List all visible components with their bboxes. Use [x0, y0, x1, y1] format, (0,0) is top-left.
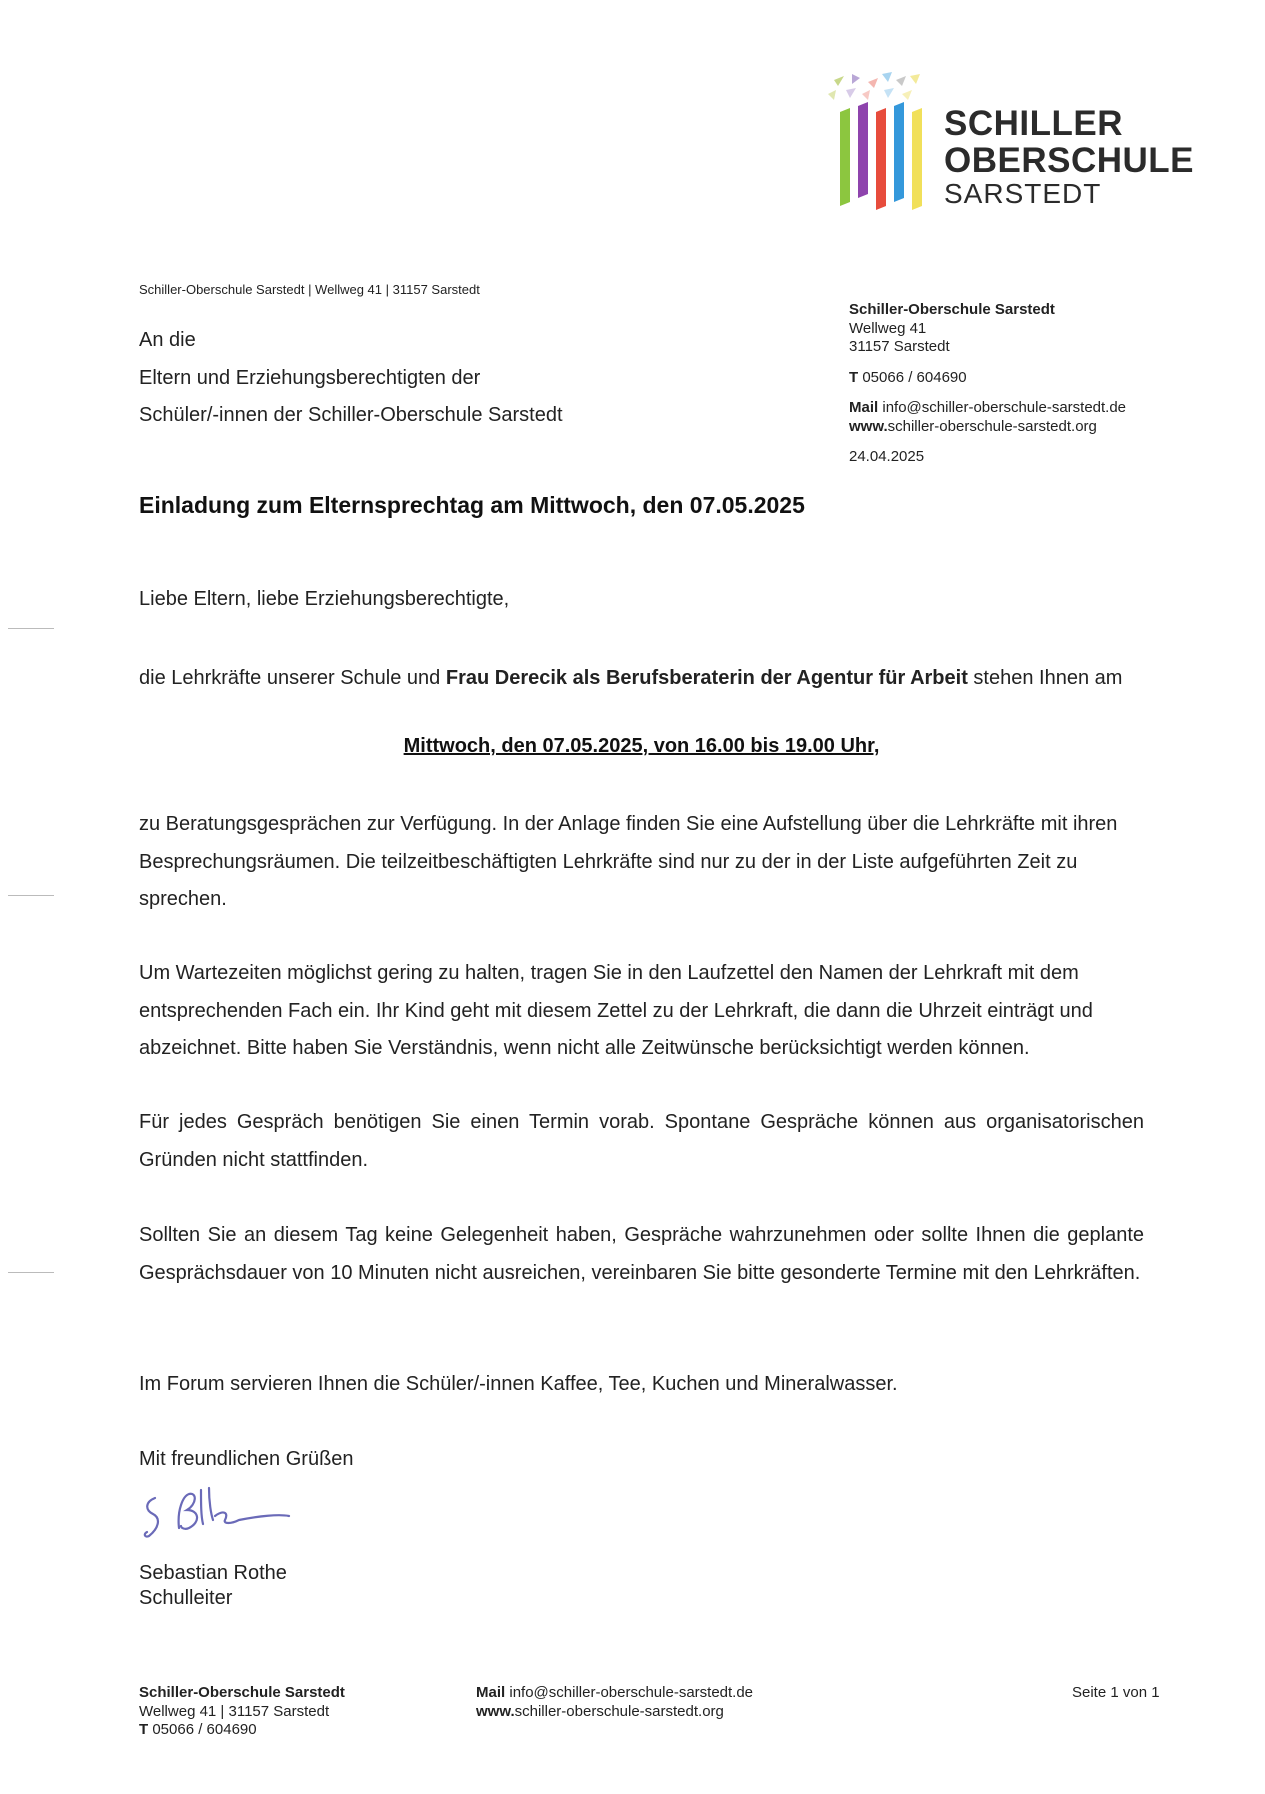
sender-city: 31157 Sarstedt: [849, 338, 950, 355]
footer-mail[interactable]: info@schiller-oberschule-sarstedt.de: [509, 1684, 754, 1701]
sender-mail-label: Mail: [849, 399, 879, 416]
paragraph-1-after: stehen Ihnen am: [967, 667, 1123, 689]
sender-name: Schiller-Oberschule Sarstedt: [849, 301, 1055, 318]
sender-street: Wellweg 41: [849, 319, 927, 337]
logo-mark-icon: [822, 72, 942, 222]
footer-address: [139, 1684, 345, 1740]
sender-web[interactable]: schiller-oberschule-sarstedt.org: [887, 417, 1097, 435]
salutation: Liebe Eltern, liebe Erziehungsberechtigte,: [139, 588, 510, 610]
sender-mail[interactable]: info@schiller-oberschule-sarstedt.de: [882, 399, 1127, 416]
paragraph-4: Für jedes Gespräch benötigen Sie einen Termin vorab. Spontane Gespräche können aus organisatorischen Gründen nicht stattfinden.: [139, 1111, 1144, 1171]
letter-subject: Einladung zum Elternsprechtag am Mittwoch, den 07.05.2025: [139, 492, 805, 518]
fold-mark: [8, 628, 54, 629]
signature: [139, 1480, 299, 1555]
sender-phone: 05066 / 604690: [862, 368, 967, 386]
paragraph-1: [139, 660, 1144, 698]
letter-date: 24.04.2025: [849, 448, 925, 465]
recipient-line-3: Schüler/-innen der Schiller-Oberschule Sarstedt: [139, 404, 563, 426]
fold-mark: [8, 895, 54, 896]
signature-icon: [139, 1480, 299, 1550]
recipient-line-2: Eltern und Erziehungsberechtigten der: [139, 366, 481, 389]
signer-title: Schulleiter: [139, 1587, 233, 1609]
school-logo: [822, 72, 1195, 222]
logo-line-oberschule: OBERSCHULE: [944, 141, 1195, 180]
footer-phone-label: T: [139, 1721, 149, 1738]
logo-line-sarstedt: SARSTEDT: [944, 178, 1102, 209]
fold-mark: [8, 1272, 54, 1273]
logo-line-schiller: SCHILLER: [944, 104, 1123, 143]
sender-web-label: www.: [849, 417, 888, 435]
event-date-line: Mittwoch, den 07.05.2025, von 16.00 bis 19.00 Uhr,: [403, 735, 880, 757]
return-address: Schiller-Oberschule Sarstedt | Wellweg 41 | 31157 Sarstedt: [139, 282, 480, 297]
sender-block: [849, 301, 1126, 467]
footer-web[interactable]: schiller-oberschule-sarstedt.org: [514, 1702, 724, 1720]
logo-text: [944, 106, 1194, 208]
paragraph-6: Im Forum servieren Ihnen die Schüler/-innen Kaffee, Tee, Kuchen und Mineralwasser.: [139, 1373, 898, 1395]
footer-contact: [476, 1684, 753, 1721]
page-number: Seite 1 von 1: [1072, 1684, 1160, 1701]
signer-block: [139, 1561, 287, 1611]
sender-phone-label: T: [849, 368, 859, 386]
paragraph-3: Um Wartezeiten möglichst gering zu halten, tragen Sie in den Laufzettel den Namen der Lehrkraft mit dem entsprechenden Fach ein. Ihr Kind geht mit diesem Zettel zu der Lehrkraft, die dann die Uhrzeit einträgt und abzeichnet. Bitte haben Sie Verständnis, wenn nicht alle Zeitwünsche berücksichtigt werden können.: [139, 962, 1093, 1059]
footer-street: Wellweg 41 | 31157 Sarstedt: [139, 1702, 330, 1720]
paragraph-5: Sollten Sie an diesem Tag keine Gelegenheit haben, Gespräche wahrzunehmen oder sollte Ihnen die geplante Gesprächsdauer von 10 Minuten nicht ausreichen, vereinbaren Sie bitte gesonderte Termine mit den Lehrkräften.: [139, 1224, 1144, 1284]
footer-mail-label: Mail: [476, 1684, 506, 1701]
signer-name: Sebastian Rothe: [139, 1562, 287, 1584]
recipient-line-1: An die: [139, 329, 196, 351]
footer-phone: 05066 / 604690: [152, 1721, 257, 1738]
recipient-block: [139, 322, 563, 435]
paragraph-1-bold: Frau Derecik als Berufsberaterin der Agentur für Arbeit: [445, 667, 968, 689]
footer-name: Schiller-Oberschule Sarstedt: [139, 1684, 345, 1701]
paragraph-1-before: die Lehrkräfte unserer Schule und: [139, 667, 446, 689]
paragraph-2: zu Beratungsgesprächen zur Verfügung. In der Anlage finden Sie eine Aufstellung über die Lehrkräfte mit ihren Besprechungsräumen. Die teilzeitbeschäftigten Lehrkräfte sind nur zu der in der Liste aufgeführten Zeit zu sprechen.: [139, 813, 1118, 910]
footer-web-label: www.: [476, 1702, 515, 1720]
closing: Mit freundlichen Grüßen: [139, 1448, 354, 1470]
